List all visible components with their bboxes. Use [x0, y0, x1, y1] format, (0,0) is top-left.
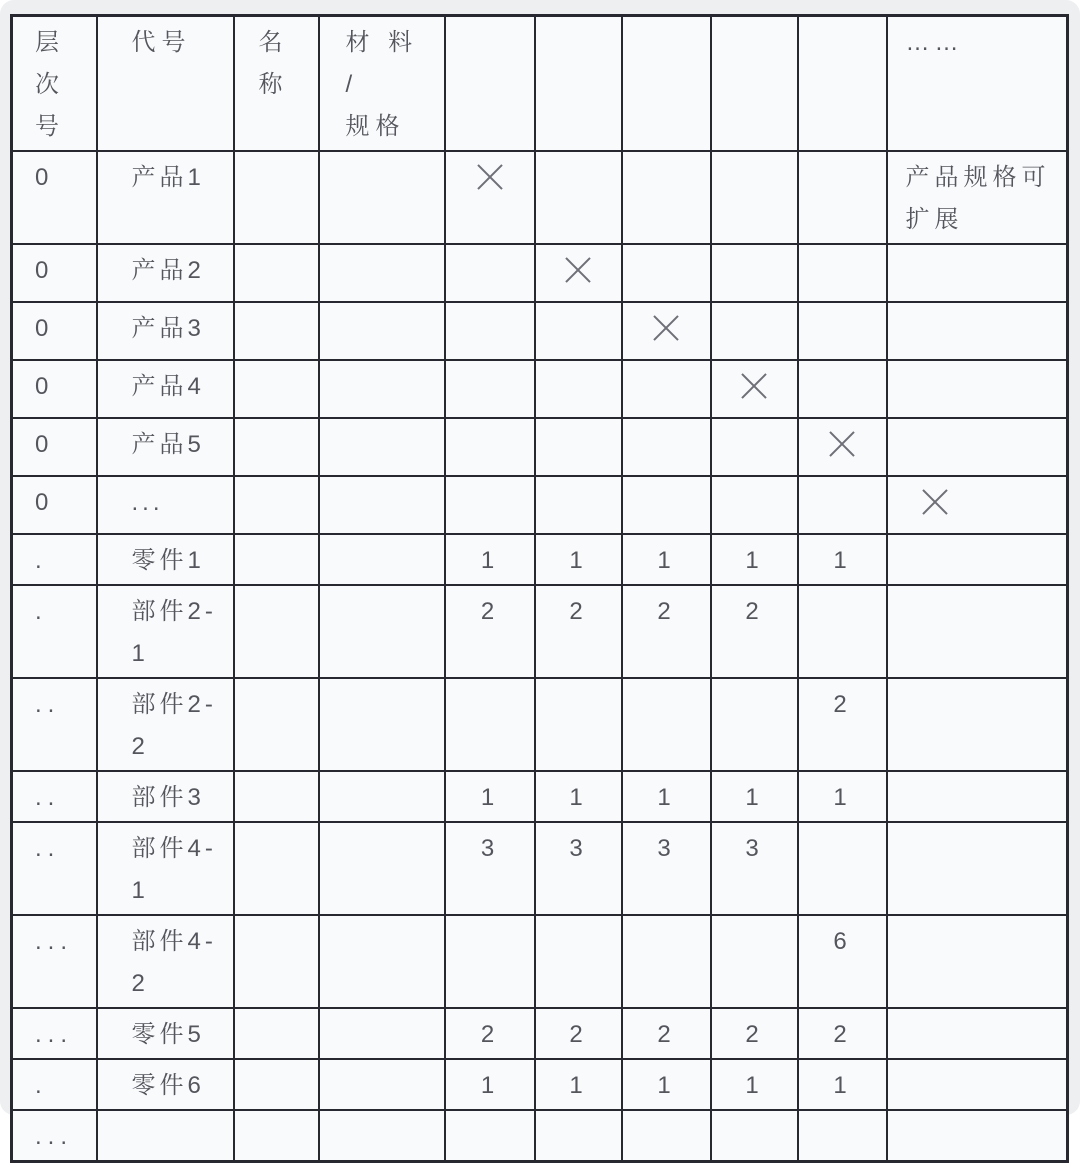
- table-row: [12, 534, 1068, 585]
- qty-cell-5: [798, 244, 887, 302]
- spec-cell: [319, 1059, 445, 1110]
- qty-cell-3: 2: [622, 585, 711, 678]
- table-row: [12, 822, 1068, 915]
- ext-cell: [887, 302, 1068, 360]
- spec-cell: [319, 1110, 445, 1162]
- name-cell: [234, 418, 319, 476]
- code-cell: 部件4- 2: [97, 915, 234, 1008]
- name-cell: [234, 151, 319, 244]
- ext-cell: [887, 476, 1068, 534]
- code-cell: 产品3: [97, 302, 234, 360]
- code-cell: [97, 1110, 234, 1162]
- qty-cell-2: [535, 915, 622, 1008]
- qty-cell-3: [622, 678, 711, 771]
- qty-cell-5: [798, 822, 887, 915]
- qty-cell-4: 3: [711, 822, 798, 915]
- qty-cell-2: 1: [535, 771, 622, 822]
- level-cell: ...: [12, 1110, 97, 1162]
- ext-cell: [887, 585, 1068, 678]
- table-row: [12, 244, 1068, 302]
- name-cell: [234, 244, 319, 302]
- cross-mark: [827, 429, 857, 459]
- spec-cell: [319, 534, 445, 585]
- ext-cell: [887, 418, 1068, 476]
- qty-cell-1: [445, 1110, 535, 1162]
- spec-cell: [319, 771, 445, 822]
- qty-cell-5: 6: [798, 915, 887, 1008]
- table-row: [12, 476, 1068, 534]
- qty-cell-1: [445, 244, 535, 302]
- qty-cell-5: [798, 1110, 887, 1162]
- spec-cell: [319, 585, 445, 678]
- code-cell: 部件4- 1: [97, 822, 234, 915]
- qty-cell-1: [445, 678, 535, 771]
- col-header-qty-cell-1: [445, 16, 535, 152]
- col-header-ext-cell: ……: [887, 16, 1068, 152]
- spec-cell: [319, 678, 445, 771]
- ext-cell: [887, 534, 1068, 585]
- ext-cell: [887, 1110, 1068, 1162]
- level-cell: 0: [12, 360, 97, 418]
- qty-cell-4: [711, 151, 798, 244]
- level-cell: .: [12, 534, 97, 585]
- qty-cell-3: [622, 915, 711, 1008]
- qty-cell-2: 3: [535, 822, 622, 915]
- qty-cell-5: [798, 360, 887, 418]
- level-cell: .: [12, 1059, 97, 1110]
- col-header-qty-cell-5: [798, 16, 887, 152]
- qty-cell-3: 1: [622, 771, 711, 822]
- spec-cell: [319, 915, 445, 1008]
- table-row: [12, 1059, 1068, 1110]
- ext-cell: [887, 1008, 1068, 1059]
- code-cell: 产品1: [97, 151, 234, 244]
- qty-cell-2: [535, 360, 622, 418]
- ext-cell: [887, 771, 1068, 822]
- table-row: [12, 418, 1068, 476]
- qty-cell-4: [711, 678, 798, 771]
- qty-cell-1: [445, 418, 535, 476]
- name-cell: [234, 771, 319, 822]
- qty-cell-4: 1: [711, 1059, 798, 1110]
- level-cell: ..: [12, 678, 97, 771]
- qty-cell-4: 1: [711, 771, 798, 822]
- spec-cell: [319, 151, 445, 244]
- spec-cell: [319, 360, 445, 418]
- qty-cell-3: [622, 151, 711, 244]
- qty-cell-1: 1: [445, 534, 535, 585]
- ext-cell: [887, 822, 1068, 915]
- qty-cell-2: 2: [535, 585, 622, 678]
- qty-cell-1: 1: [445, 1059, 535, 1110]
- name-cell: [234, 1008, 319, 1059]
- level-cell: 0: [12, 244, 97, 302]
- ext-cell: [887, 678, 1068, 771]
- qty-cell-1: [445, 360, 535, 418]
- code-cell: 产品2: [97, 244, 234, 302]
- qty-cell-2: [535, 678, 622, 771]
- qty-cell-2: [535, 1110, 622, 1162]
- qty-cell-4: [711, 915, 798, 1008]
- level-cell: ..: [12, 822, 97, 915]
- qty-cell-3: [622, 244, 711, 302]
- level-cell: 0: [12, 418, 97, 476]
- col-header-qty-cell-4: [711, 16, 798, 152]
- code-cell: 零件5: [97, 1008, 234, 1059]
- name-cell: [234, 476, 319, 534]
- table-row: [12, 151, 1068, 244]
- qty-cell-3: 1: [622, 534, 711, 585]
- col-header-qty-cell-3: [622, 16, 711, 152]
- qty-cell-1: [445, 915, 535, 1008]
- qty-cell-5: 1: [798, 534, 887, 585]
- qty-cell-3: 3: [622, 822, 711, 915]
- qty-cell-4: [711, 476, 798, 534]
- ext-cell: 产品规格可 扩展: [887, 151, 1068, 244]
- qty-cell-5: [798, 418, 887, 476]
- qty-cell-4: [711, 302, 798, 360]
- qty-cell-3: 2: [622, 1008, 711, 1059]
- qty-cell-1: 3: [445, 822, 535, 915]
- code-cell: 部件2- 1: [97, 585, 234, 678]
- name-cell: [234, 585, 319, 678]
- col-header-code-cell: 代号: [97, 16, 234, 152]
- cross-mark: [475, 162, 505, 192]
- qty-cell-5: 1: [798, 771, 887, 822]
- name-cell: [234, 360, 319, 418]
- qty-cell-4: 2: [711, 585, 798, 678]
- qty-cell-3: [622, 476, 711, 534]
- qty-cell-4: [711, 360, 798, 418]
- code-cell: 部件3: [97, 771, 234, 822]
- cross-mark: [920, 487, 950, 517]
- code-cell: 产品5: [97, 418, 234, 476]
- spec-cell: [319, 476, 445, 534]
- qty-cell-5: [798, 585, 887, 678]
- qty-cell-2: [535, 476, 622, 534]
- cross-mark: [739, 371, 769, 401]
- qty-cell-5: [798, 302, 887, 360]
- name-cell: [234, 678, 319, 771]
- level-cell: ..: [12, 771, 97, 822]
- table-row: [12, 915, 1068, 1008]
- level-cell: ...: [12, 1008, 97, 1059]
- table-row: [12, 585, 1068, 678]
- table-row: [12, 302, 1068, 360]
- qty-cell-2: [535, 244, 622, 302]
- qty-cell-3: [622, 360, 711, 418]
- ext-cell: [887, 360, 1068, 418]
- qty-cell-2: [535, 151, 622, 244]
- table-row: [12, 771, 1068, 822]
- name-cell: [234, 822, 319, 915]
- name-cell: [234, 1110, 319, 1162]
- qty-cell-1: [445, 476, 535, 534]
- qty-cell-1: 2: [445, 585, 535, 678]
- code-cell: ...: [97, 476, 234, 534]
- col-header-level-cell: 层 次 号: [12, 16, 97, 152]
- name-cell: [234, 302, 319, 360]
- qty-cell-5: 1: [798, 1059, 887, 1110]
- name-cell: [234, 534, 319, 585]
- code-cell: 产品4: [97, 360, 234, 418]
- qty-cell-5: 2: [798, 1008, 887, 1059]
- ext-cell: [887, 1059, 1068, 1110]
- qty-cell-3: [622, 418, 711, 476]
- bom-table: [10, 14, 1069, 1163]
- table-row: [12, 1110, 1068, 1162]
- qty-cell-4: [711, 1110, 798, 1162]
- qty-cell-4: 1: [711, 534, 798, 585]
- spec-cell: [319, 1008, 445, 1059]
- qty-cell-2: 1: [535, 1059, 622, 1110]
- qty-cell-1: 2: [445, 1008, 535, 1059]
- qty-cell-5: [798, 476, 887, 534]
- ext-cell: [887, 915, 1068, 1008]
- qty-cell-4: 2: [711, 1008, 798, 1059]
- ext-cell: [887, 244, 1068, 302]
- spec-cell: [319, 302, 445, 360]
- table-row: [12, 360, 1068, 418]
- qty-cell-3: [622, 1110, 711, 1162]
- qty-cell-1: [445, 151, 535, 244]
- name-cell: [234, 915, 319, 1008]
- qty-cell-4: [711, 418, 798, 476]
- code-cell: 零件6: [97, 1059, 234, 1110]
- qty-cell-5: 2: [798, 678, 887, 771]
- level-cell: ...: [12, 915, 97, 1008]
- code-cell: 零件1: [97, 534, 234, 585]
- qty-cell-1: [445, 302, 535, 360]
- cross-mark: [651, 313, 681, 343]
- code-cell: 部件2- 2: [97, 678, 234, 771]
- qty-cell-2: 2: [535, 1008, 622, 1059]
- qty-cell-3: [622, 302, 711, 360]
- table-row: [12, 678, 1068, 771]
- qty-cell-2: 1: [535, 534, 622, 585]
- col-header-spec-cell: 材 料 / 规格: [319, 16, 445, 152]
- table-row: [12, 1008, 1068, 1059]
- col-header-qty-cell-2: [535, 16, 622, 152]
- spec-cell: [319, 418, 445, 476]
- level-cell: 0: [12, 151, 97, 244]
- header-row: [12, 16, 1068, 152]
- level-cell: .: [12, 585, 97, 678]
- name-cell: [234, 1059, 319, 1110]
- qty-cell-2: [535, 302, 622, 360]
- cross-mark: [563, 255, 593, 285]
- qty-cell-5: [798, 151, 887, 244]
- level-cell: 0: [12, 302, 97, 360]
- qty-cell-2: [535, 418, 622, 476]
- qty-cell-4: [711, 244, 798, 302]
- spec-cell: [319, 244, 445, 302]
- qty-cell-1: 1: [445, 771, 535, 822]
- qty-cell-3: 1: [622, 1059, 711, 1110]
- level-cell: 0: [12, 476, 97, 534]
- spec-cell: [319, 822, 445, 915]
- col-header-name-cell: 名 称: [234, 16, 319, 152]
